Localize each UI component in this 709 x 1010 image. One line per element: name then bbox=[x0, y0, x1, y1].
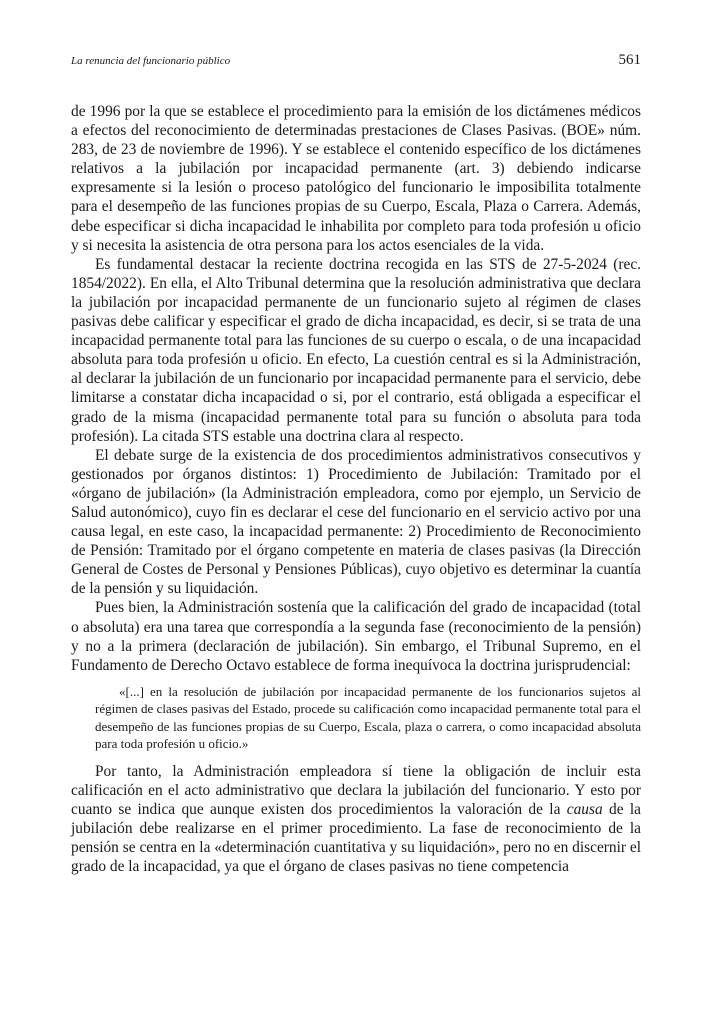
paragraph-3: El debate surge de la existencia de dos procedimientos administrativos consecutivos y gestionados por órganos distintos: 1) Procedimiento de Jubilación: Tramitado por el «órgano de jubilación» (la Administración empleadora, como por ejemplo, un Servicio de Salud autonómico), cuyo fin es declarar el cese del funcionario en el servicio activo por una causa legal, en este caso, la incapacidad permanente: 2) Procedimiento de Reconocimiento de Pensión: Tramitado por el órgano competente en materia de clases pasivas (la Dirección General de Costes de Personal y Pensiones Públicas), cuyo objetivo es determinar la cuantía de la pensión y su liquidación. bbox=[71, 446, 641, 598]
paragraph-5-italic-word: causa bbox=[566, 801, 603, 818]
paragraph-5-text-b: de la jubilación debe realizarse en el primer procedimiento. La fase de reconocimiento de la pensión se centra en la «determinación cuantitativa y su liquidación», pero no en discernir el grado de la incapacidad, ya que el órgano de clases pasivas no tiene competencia bbox=[71, 801, 641, 876]
paragraph-2: Es fundamental destacar la reciente doctrina recogida en las STS de 27-5-2024 (rec. 1854/2022). En ella, el Alto Tribunal determina que la resolución administrativa que declara la jubilación por incapacidad permanente de un funcionario sujeto al régimen de clases pasivas debe calificar y especificar el grado de dicha incapacidad, es decir, si se trata de una incapacidad permanente total para las funciones de su cuerpo o escala, o de una incapacidad absoluta para toda profesión u oficio. En efecto, La cuestión central es si la Administración, al declarar la jubilación de un funcionario por incapacidad permanente para el servicio, debe limitarse a constatar dicha incapacidad o si, por el contrario, está obligada a especificar el grado de la misma (incapacidad permanente total para su función o absoluta para toda profesión). La citada STS estable una doctrina clara al respecto. bbox=[71, 255, 641, 445]
page-number: 561 bbox=[618, 52, 641, 68]
block-quote-text: «[...] en la resolución de jubilación por incapacidad permanente de los funcionarios sujetos al régimen de clases pasivas del Estado, procede su calificación como incapacidad permanente total para el desempeño de las funciones propias de su Cuerpo, Escala, plaza o carrera, o como incapacidad absoluta para toda profesión u oficio.» bbox=[95, 683, 641, 752]
block-quote bbox=[71, 683, 641, 753]
paragraph-4: Pues bien, la Administración sostenía que la calificación del grado de incapacidad (total o absoluta) era una tarea que correspondía a la segunda fase (reconocimiento de la pensión) y no a la primera (declaración de jubilación). Sin embargo, el Tribunal Supremo, en el Fundamento de Derecho Octavo establece de forma inequívoca la doctrina jurisprudencial: bbox=[71, 599, 641, 674]
body-text bbox=[71, 102, 641, 876]
running-title: La renuncia del funcionario público bbox=[71, 55, 231, 67]
paragraph-5-text-a: Por tanto, la Administración empleadora sí tiene la obligación de incluir esta calificación en el acto administrativo que declara la jubilación del funcionario. Y esto por cuanto se indica que aunque existen dos procedimientos la valoración de la bbox=[71, 762, 641, 818]
running-header bbox=[71, 52, 641, 72]
paragraph-1: de 1996 por la que se establece el procedimiento para la emisión de los dictámenes médicos a efectos del reconocimiento de determinadas prestaciones de Clases Pasivas. (BOE» núm. 283, de 23 de noviembre de 1996). Y se establece el contenido específico de los dictámenes relativos a la jubilación por incapacidad permanente (art. 3) debiendo indicarse expresamente si la lesión o proceso patológico del funcionario le imposibilita totalmente para el desempeño de las funciones propias de su Cuerpo, Escala, Plaza o Carrera. Además, debe especificar si dicha incapacidad le inhabilita por completo para toda profesión u oficio y si necesita la asistencia de otra persona para los actos esenciales de la vida. bbox=[71, 103, 641, 254]
paragraph-5 bbox=[71, 762, 641, 877]
